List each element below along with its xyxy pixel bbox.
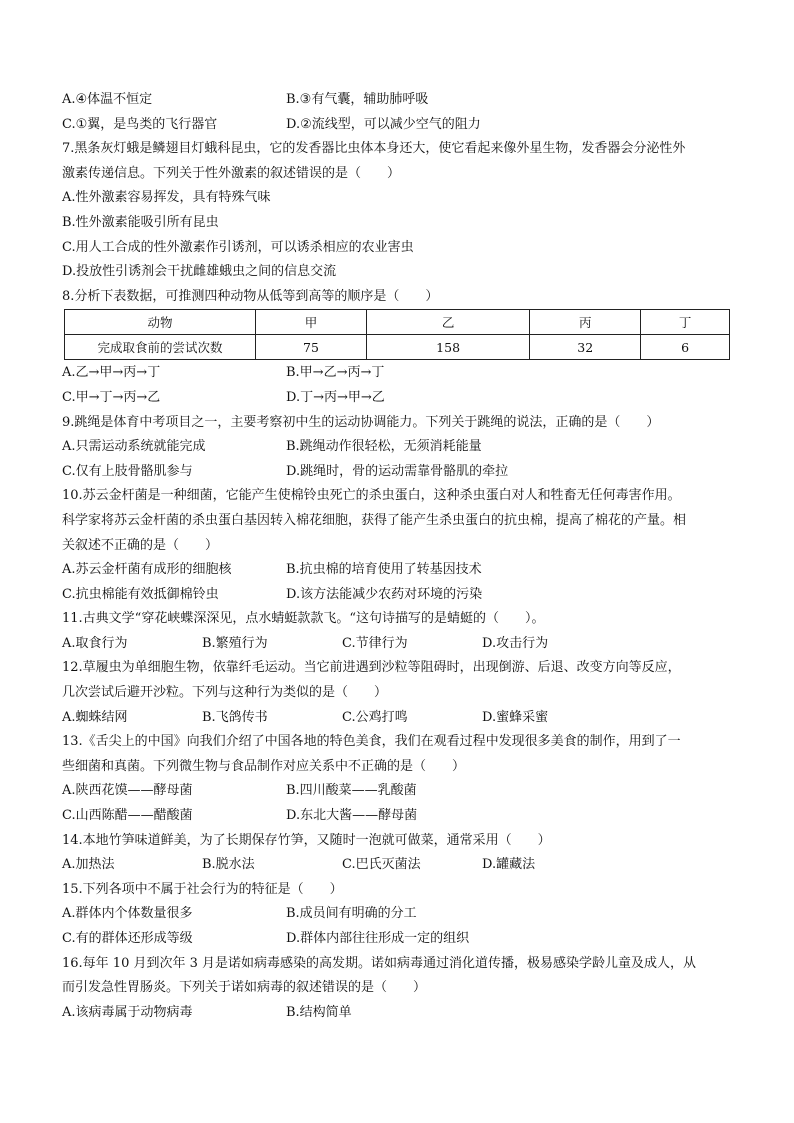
q6-option-d[interactable]: D.②流线型，可以减少空气的阻力	[286, 116, 481, 132]
q10-options-row-2	[62, 583, 732, 608]
table-header-cell: 丙	[530, 310, 641, 335]
q10-option-a[interactable]: A.苏云金杆菌有成形的细胞核	[62, 562, 232, 578]
table-row-label: 完成取食前的尝试次数	[65, 335, 256, 360]
q8-stem: 8.分析下表数据，可推测四种动物从低等到高等的顺序是（ ）	[62, 288, 439, 304]
q11-options-row	[62, 632, 732, 657]
q8-options-row-2	[62, 386, 732, 411]
q16-option-b[interactable]: B.结构简单	[286, 1004, 352, 1020]
q6-options-row-2	[62, 113, 732, 138]
q12-options-row	[62, 706, 732, 731]
q14-option-d[interactable]: D.罐藏法	[482, 857, 536, 873]
q10-option-c[interactable]: C.抗虫棉能有效抵御棉铃虫	[62, 586, 219, 602]
table-cell: 75	[256, 335, 367, 360]
q10-option-d[interactable]: D.该方法能减少农药对环境的污染	[286, 586, 483, 602]
q10-stem-line-2: 科学家将苏云金杆菌的杀虫蛋白基因转入棉花细胞，获得了能产生杀虫蛋白的抗虫棉，提高了棉花的产量。相	[62, 512, 687, 528]
table-header-cell: 乙	[367, 310, 530, 335]
q8-options-row-1	[62, 361, 732, 386]
q10-option-b[interactable]: B.抗虫棉的培育使用了转基因技术	[286, 562, 482, 578]
q14-option-c[interactable]: C.巴氏灭菌法	[342, 857, 421, 873]
q14-stem: 14.本地竹笋味道鲜美，为了长期保存竹笋，又随时一泡就可做菜，通常采用（ ）	[62, 832, 551, 848]
q9-option-c[interactable]: C.仅有上肢骨骼肌参与	[62, 463, 193, 479]
table-row	[65, 335, 730, 360]
q11-option-c[interactable]: C.节律行为	[342, 635, 408, 651]
q14-option-a[interactable]: A.加热法	[62, 857, 115, 873]
q14-options-row	[62, 853, 732, 878]
q12-option-a[interactable]: A.蜘蛛结网	[62, 709, 128, 725]
q7-option-d[interactable]: D.投放性引诱剂会干扰雌雄蛾虫之间的信息交流	[62, 264, 337, 280]
table-cell: 32	[530, 335, 641, 360]
q13-option-c[interactable]: C.山西陈醋——醋酸菌	[62, 808, 193, 824]
q10-options-row-1	[62, 558, 732, 583]
table-cell: 6	[641, 335, 730, 360]
table-header-row	[65, 310, 730, 335]
q9-option-b[interactable]: B.跳绳动作很轻松，无须消耗能量	[286, 439, 482, 455]
q13-options-row-1	[62, 779, 732, 804]
q16-option-a[interactable]: A.该病毒属于动物病毒	[62, 1004, 193, 1020]
q8-option-a[interactable]: A.乙→甲→丙→丁	[62, 365, 161, 381]
q15-option-d[interactable]: D.群体内部往往形成一定的组织	[286, 931, 470, 946]
q9-option-d[interactable]: D.跳绳时，骨的运动需靠骨骼肌的牵拉	[286, 463, 509, 479]
q8-data-table	[64, 309, 730, 360]
table-header-cell: 甲	[256, 310, 367, 335]
q6-option-b[interactable]: B.③有气囊，辅助肺呼吸	[286, 92, 429, 107]
q9-option-a[interactable]: A.只需运动系统就能完成	[62, 439, 206, 455]
q9-stem: 9.跳绳是体育中考项目之一，主要考察初中生的运动协调能力。下列关于跳绳的说法，正确的是（ ）	[62, 414, 660, 430]
q16-options-row-1	[62, 1001, 732, 1026]
q16-stem-line-2: 而引发急性胃肠炎。下列关于诺如病毒的叙述错误的是（ ）	[62, 980, 427, 996]
q7-option-a[interactable]: A.性外激素容易挥发，具有特殊气味	[62, 190, 271, 206]
q16-stem-line-1: 16.每年 10 月到次年 3 月是诺如病毒感染的高发期。诺如病毒通过消化道传播，极易感染学龄儿童及成人，从	[62, 955, 697, 971]
q6-option-a[interactable]: A.④体温不恒定	[62, 92, 153, 107]
q10-stem-line-1: 10.苏云金杆菌是一种细菌，它能产生使棉铃虫死亡的杀虫蛋白，这种杀虫蛋白对人和牲畜无任何毒害作用。	[62, 488, 681, 504]
q15-option-b[interactable]: B.成员间有明确的分工	[286, 906, 417, 922]
q15-options-row-1	[62, 902, 732, 927]
q14-option-b[interactable]: B.脱水法	[202, 857, 255, 873]
q10-stem-line-3: 关叙述不正确的是（ ）	[62, 537, 219, 553]
q7-option-b[interactable]: B.性外激素能吸引所有昆虫	[62, 214, 219, 230]
q15-options-row-2	[62, 927, 732, 952]
exam-page	[62, 88, 732, 1025]
q15-option-c[interactable]: C.有的群体还形成等级	[62, 931, 193, 946]
q8-option-b[interactable]: B.甲→乙→丙→丁	[286, 365, 385, 381]
q15-stem: 15.下列各项中不属于社会行为的特征是（ ）	[62, 881, 343, 897]
q11-option-d[interactable]: D.攻击行为	[482, 635, 549, 651]
q13-option-d[interactable]: D.东北大酱——酵母菌	[286, 808, 418, 824]
q11-option-a[interactable]: A.取食行为	[62, 635, 128, 651]
q15-option-a[interactable]: A.群体内个体数量很多	[62, 906, 193, 922]
table-cell: 158	[367, 335, 530, 360]
q12-stem-line-2: 几次尝试后避开沙粒。下列与这种行为类似的是（ ）	[62, 685, 388, 701]
q6-option-c[interactable]: C.①翼，是鸟类的飞行器官	[62, 116, 218, 132]
q12-option-c[interactable]: C.公鸡打鸣	[342, 709, 408, 725]
q8-option-c[interactable]: C.甲→丁→丙→乙	[62, 389, 161, 405]
q13-option-b[interactable]: B.四川酸菜——乳酸菌	[286, 783, 417, 799]
q12-option-d[interactable]: D.蜜蜂采蜜	[482, 709, 549, 725]
q12-option-b[interactable]: B.飞鸽传书	[202, 709, 268, 725]
q7-stem-line-2: 激素传递信息。下列关于性外激素的叙述错误的是（ ）	[62, 165, 401, 181]
q12-stem-line-1: 12.草履虫为单细胞生物，依靠纤毛运动。当它前进遇到沙粒等阻碍时，出现倒游、后退、改变方向等反应，	[62, 660, 681, 676]
q11-stem: 11.古典文学“穿花峡蝶深深见，点水蜻蜓款款飞。“这句诗描写的是蜻蜓的（ ）。	[62, 611, 545, 627]
table-header-cell: 丁	[641, 310, 730, 335]
q9-options-row-2	[62, 460, 732, 485]
q8-option-d[interactable]: D.丁→丙→甲→乙	[286, 389, 385, 405]
q6-options-row-1	[62, 88, 732, 113]
table-header-cell: 动物	[65, 310, 256, 335]
q11-option-b[interactable]: B.繁殖行为	[202, 635, 268, 651]
q7-option-c[interactable]: C.用人工合成的性外激素作引诱剂，可以诱杀相应的农业害虫	[62, 239, 414, 255]
q9-options-row-1	[62, 435, 732, 460]
q13-option-a[interactable]: A.陕西花馍——酵母菌	[62, 783, 193, 799]
q13-options-row-2	[62, 804, 732, 829]
q13-stem-line-1: 13.《舌尖上的中国》向我们介绍了中国各地的特色美食，我们在观看过程中发现很多美食的制作，用到了一	[62, 734, 681, 750]
q13-stem-line-2: 些细菌和真菌。下列微生物与食品制作对应关系中不正确的是（ ）	[62, 758, 466, 774]
q7-stem-line-1: 7.黑条灰灯蛾是鳞翅目灯蛾科昆虫，它的发香器比虫体本身还大，使它看起来像外星生物，发香器会分泌性外	[62, 141, 686, 157]
